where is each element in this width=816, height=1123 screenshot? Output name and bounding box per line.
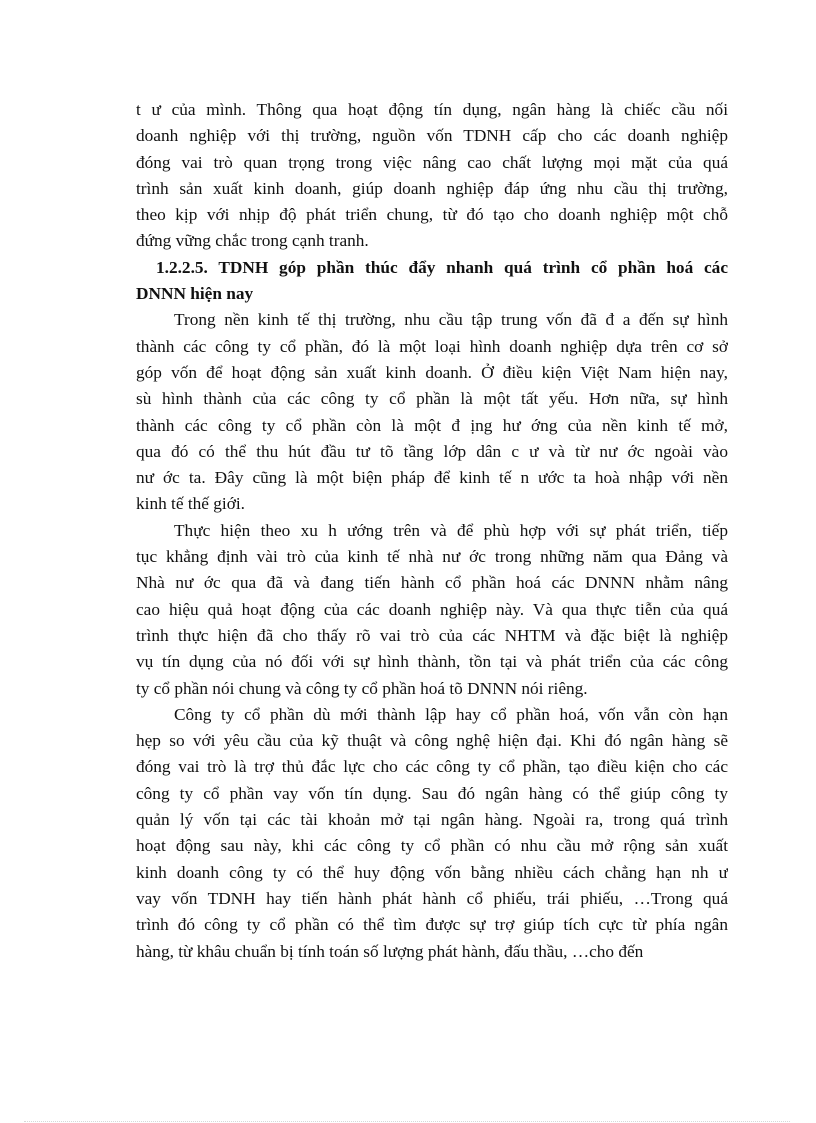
text-line: quản lý vốn tại các tài khoản mở tại ngân hàng. Ngoài ra, trong quá trình <box>136 810 728 830</box>
text-line: thành các công ty cổ phần, đó là một loại hình doanh nghiệp dựa trên cơ sở <box>136 336 728 356</box>
text-line: góp vốn để hoạt động sản xuất kinh doanh. Ở điều kiện Việt Nam hiện nay, <box>136 362 728 382</box>
text-line: đóng vai trò quan trọng trong việc nâng cao chất lượng mọi mặt của quá <box>136 152 728 172</box>
text-line: Nhà nư ớc qua đã và đang tiến hành cổ phần hoá các DNNN nhằm nâng <box>136 573 728 593</box>
text-line: vay vốn TDNH hay tiến hành phát hành cổ phiếu, trái phiếu, …Trong quá <box>136 888 728 908</box>
text-line: kinh doanh công ty có thể huy động vốn bằng nhiều cách chẳng hạn nh ư <box>136 862 728 882</box>
heading-line: 1.2.2.5. TDNH góp phần thúc đẩy nhanh quá trình cổ phần hoá các <box>156 257 728 277</box>
text-line: hẹp so với yêu cầu của kỹ thuật và công nghệ hiện đại. Khi đó ngân hàng sẽ <box>136 731 728 751</box>
paragraph-1 <box>136 97 728 255</box>
text-line: Thực hiện theo xu h ướng trên và để phù hợp với sự phát triển, tiếp <box>174 520 728 540</box>
text-line: đóng vai trò là trợ thủ đắc lực cho các công ty cổ phần, tạo điều kiện cho các <box>136 757 728 777</box>
text-line: hàng, từ khâu chuẩn bị tính toán số lượng phát hành, đấu thầu, …cho đến <box>136 941 644 961</box>
text-line: trình sản xuất kinh doanh, giúp doanh nghiệp đáp ứng nhu cầu thị trường, <box>136 178 728 198</box>
paragraph-3 <box>136 518 728 702</box>
text-line: trình đó công ty cổ phần có thể tìm được sự trợ giúp tích cực từ phía ngân <box>136 915 728 935</box>
text-line: t ư của mình. Thông qua hoạt động tín dụng, ngân hàng là chiếc cầu nối <box>136 100 728 119</box>
text-line: tục khẳng định vài trò của kinh tế nhà nư ớc trong những năm qua Đảng và <box>136 547 728 567</box>
text-line: theo kịp với nhịp độ phát triển chung, từ đó tạo cho doanh nghiệp một chỗ <box>136 205 728 225</box>
text-line: đứng vững chắc trong cạnh tranh. <box>136 231 369 251</box>
paragraph-2 <box>136 307 728 517</box>
body-text <box>136 97 728 965</box>
text-line: hoạt động sau này, khi các công ty cổ phần có nhu cầu mở rộng sản xuất <box>136 836 728 856</box>
text-line: nư ớc ta. Đây cũng là một biện pháp để kinh tế n ước ta hoà nhập với nền <box>136 468 728 488</box>
text-line: thành các công ty cổ phần còn là một đ ịng hư ớng của nền kinh tế mở, <box>136 415 728 435</box>
heading-line: DNNN hiện nay <box>136 284 254 304</box>
text-line: kinh tế thế giới. <box>136 494 245 514</box>
text-line: doanh nghiệp với thị trường, nguồn vốn TDNH cấp cho các doanh nghiệp <box>136 126 728 146</box>
text-line: Công ty cổ phần dù mới thành lập hay cổ phần hoá, vốn vẫn còn hạn <box>174 704 728 724</box>
text-line: vụ tín dụng của nó đối với sự hình thành, tồn tại và phát triển của các công <box>136 652 728 672</box>
text-line: cao hiệu quả hoạt động của các doanh nghiệp này. Và qua thực tiễn của quá <box>136 599 728 619</box>
text-line: Trong nền kinh tế thị trường, nhu cầu tập trung vốn đã đ a đến sự hình <box>174 310 728 330</box>
text-line: sù hình thành của các công ty cổ phần là một tất yếu. Hơn nữa, sự hình <box>136 389 728 409</box>
page-bottom-divider <box>24 1121 790 1122</box>
section-heading <box>136 255 728 308</box>
text-line: công ty cổ phần vay vốn tín dụng. Sau đó ngân hàng có thể giúp công ty <box>136 783 728 803</box>
text-line: trình thực hiện đã cho thấy rõ vai trò của các NHTM và đặc biệt là nghiệp <box>136 625 728 645</box>
text-line: ty cổ phần nói chung và công ty cổ phần hoá tõ DNNN nói riêng. <box>136 678 588 698</box>
paragraph-4 <box>136 702 728 965</box>
text-line: qua đó có thể thu hút đầu tư tõ tầng lớp dân c ư và từ nư ớc ngoài vào <box>136 441 728 461</box>
